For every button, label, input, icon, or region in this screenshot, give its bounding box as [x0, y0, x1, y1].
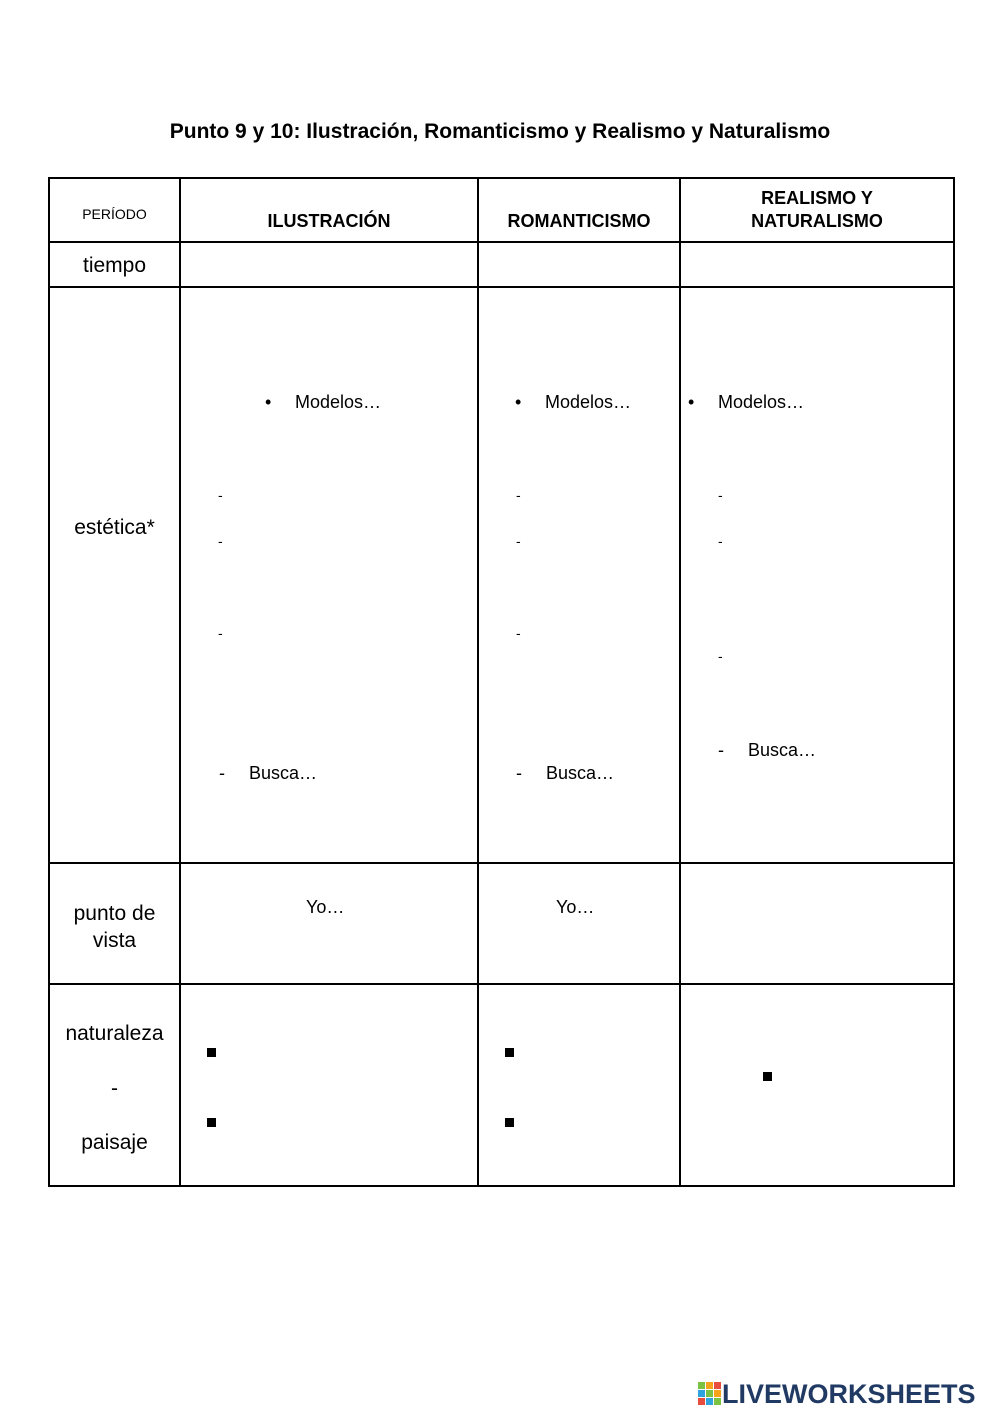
row-label-naturaleza-line3: paisaje	[81, 1131, 148, 1154]
table-border-right	[953, 177, 955, 1187]
header-realismo-line1: REALISMO Y	[761, 188, 873, 208]
square-bullet-icon	[207, 1118, 216, 1127]
bullet-icon: •	[688, 392, 695, 412]
estetica-ilustracion-dash-3: -	[218, 625, 223, 641]
table-col-divider	[477, 177, 479, 1187]
row-label-naturaleza-line1: naturaleza	[65, 1022, 164, 1045]
table-row-divider	[48, 286, 955, 288]
estetica-ilustracion-dash-1: -	[218, 487, 223, 503]
page-title: Punto 9 y 10: Ilustración, Romanticismo y Realismo y Naturalismo	[169, 120, 831, 143]
table-row-divider	[48, 983, 955, 985]
estetica-realismo-dash-1: -	[718, 487, 723, 503]
estetica-ilustracion-busca-dash: -	[219, 763, 225, 783]
bullet-icon: •	[265, 392, 272, 412]
header-realismo-line2: NATURALISMO	[751, 211, 883, 231]
table-border-bottom	[48, 1185, 955, 1187]
row-label-tiempo: tiempo	[82, 254, 147, 277]
estetica-realismo-busca: Busca…	[748, 740, 817, 760]
estetica-romanticismo-busca: Busca…	[546, 763, 615, 783]
row-label-estetica: estética*	[74, 516, 155, 539]
estetica-romanticismo-busca-dash: -	[516, 763, 522, 783]
header-ilustracion: ILUSTRACIÓN	[267, 211, 391, 231]
estetica-ilustracion-modelos: Modelos…	[295, 392, 382, 412]
estetica-ilustracion-dash-2: -	[218, 533, 223, 549]
estetica-realismo-modelos: Modelos…	[718, 392, 805, 412]
row-label-punto-line1: punto de	[73, 902, 156, 925]
estetica-realismo-busca-dash: -	[718, 740, 724, 760]
table-row-divider	[48, 241, 955, 243]
liveworksheets-logo-text: LIVEWORKSHEETS	[722, 1379, 976, 1409]
square-bullet-icon	[207, 1048, 216, 1057]
bullet-icon: •	[515, 392, 522, 412]
table-col-divider	[179, 177, 181, 1187]
table-border-top	[48, 177, 955, 179]
liveworksheets-logo-icon	[698, 1382, 720, 1404]
table-row-divider	[48, 862, 955, 864]
table-col-divider	[679, 177, 681, 1187]
square-bullet-icon	[505, 1118, 514, 1127]
estetica-realismo-dash-2: -	[718, 533, 723, 549]
estetica-romanticismo-modelos: Modelos…	[545, 392, 632, 412]
estetica-romanticismo-dash-2: -	[516, 533, 521, 549]
header-romanticismo: ROMANTICISMO	[507, 211, 651, 231]
punto-romanticismo-yo: Yo…	[556, 897, 595, 917]
estetica-realismo-dash-3: -	[718, 648, 723, 664]
row-label-naturaleza-line2: -	[111, 1077, 118, 1100]
square-bullet-icon	[763, 1072, 772, 1081]
estetica-ilustracion-busca: Busca…	[249, 763, 318, 783]
header-periodo: PERÍODO	[82, 206, 147, 222]
estetica-romanticismo-dash-1: -	[516, 487, 521, 503]
estetica-romanticismo-dash-3: -	[516, 625, 521, 641]
square-bullet-icon	[505, 1048, 514, 1057]
row-label-punto-line2: vista	[92, 929, 137, 952]
punto-ilustracion-yo: Yo…	[306, 897, 345, 917]
